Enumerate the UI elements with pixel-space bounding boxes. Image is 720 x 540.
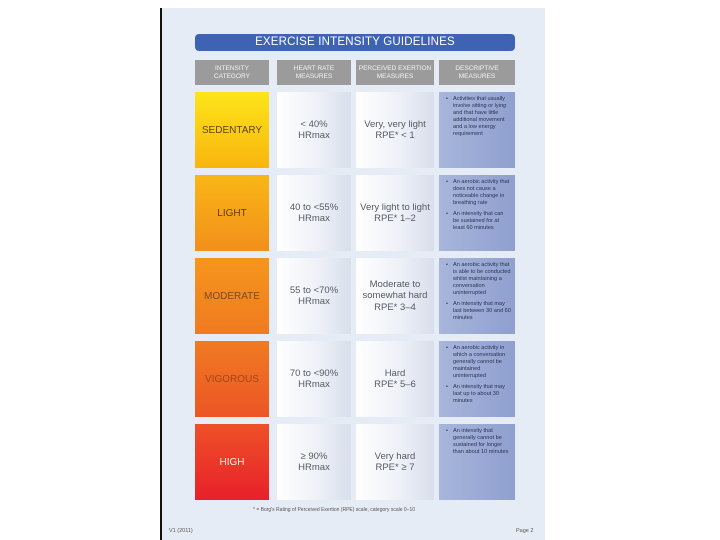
category-vigorous <box>195 341 269 417</box>
descriptive-high <box>439 424 515 500</box>
descriptive-list <box>445 345 511 409</box>
exertion-high: Very hard RPE* ≥ 7 <box>356 424 434 500</box>
descriptive-item: • An aerobic activity that does not cause a noticeable change in breathing rate <box>453 179 511 207</box>
descriptive-vigorous <box>439 341 515 417</box>
category-light <box>195 175 269 251</box>
category-label: VIGOROUS <box>205 373 259 385</box>
category-label: MODERATE <box>204 290 260 302</box>
descriptive-list <box>445 179 511 236</box>
heart-rate-high: ≥ 90% HRmax <box>277 424 351 500</box>
heart-rate-moderate: 55 to <70% HRmax <box>277 258 351 334</box>
heart-rate-sedentary: < 40% HRmax <box>277 92 351 168</box>
exertion-light: Very light to light RPE* 1–2 <box>356 175 434 251</box>
descriptive-list <box>445 428 511 460</box>
header-descriptive: DESCRIPTIVE MEASURES <box>439 60 515 85</box>
descriptive-list <box>445 96 511 142</box>
descriptive-sedentary <box>439 92 515 168</box>
descriptive-item: • Activities that usually involve sitting or lying and that have little additional movement and a low energy requirement <box>453 96 511 138</box>
descriptive-item: • An aerobic activity in which a conversation generally cannot be maintained uninterrupted <box>453 345 511 380</box>
descriptive-item: • An intensity that can be sustained for at least 60 minutes <box>453 211 511 232</box>
descriptive-light <box>439 175 515 251</box>
category-label: HIGH <box>219 456 245 468</box>
descriptive-list <box>445 262 511 326</box>
exertion-sedentary: Very, very light RPE* < 1 <box>356 92 434 168</box>
header-perceived-exertion: PERCEIVED EXERTION MEASURES <box>356 60 434 85</box>
descriptive-item: • An intensity that may last up to about 30 minutes <box>453 384 511 405</box>
descriptive-item: • An aerobic activity that is able to be conducted whilst maintaining a conversation uninterrupted <box>453 262 511 297</box>
descriptive-item: • An intensity that may last between 30 and 60 minutes <box>453 301 511 322</box>
category-label: LIGHT <box>217 207 247 219</box>
header-heart-rate: HEART RATE MEASURES <box>277 60 351 85</box>
descriptive-item: • An intensity that generally cannot be sustained for longer than about 10 minutes <box>453 428 511 456</box>
category-sedentary <box>195 92 269 168</box>
rpe-footnote: * = Borg's Rating of Perceived Exertion (RPE) scale, category scale 0–10 <box>253 507 416 513</box>
heart-rate-vigorous: 70 to <90% HRmax <box>277 341 351 417</box>
exertion-moderate: Moderate to somewhat hard RPE* 3–4 <box>356 258 434 334</box>
page-number: Page 2 <box>516 528 534 534</box>
exertion-vigorous: Hard RPE* 5–6 <box>356 341 434 417</box>
category-label: SEDENTARY <box>201 124 263 136</box>
version-label: V1 (2011) <box>169 528 193 534</box>
descriptive-moderate <box>439 258 515 334</box>
document-title: EXERCISE INTENSITY GUIDELINES <box>195 34 515 51</box>
category-high <box>195 424 269 500</box>
category-moderate <box>195 258 269 334</box>
header-intensity-category: INTENSITY CATEGORY <box>195 60 269 85</box>
heart-rate-light: 40 to <55% HRmax <box>277 175 351 251</box>
